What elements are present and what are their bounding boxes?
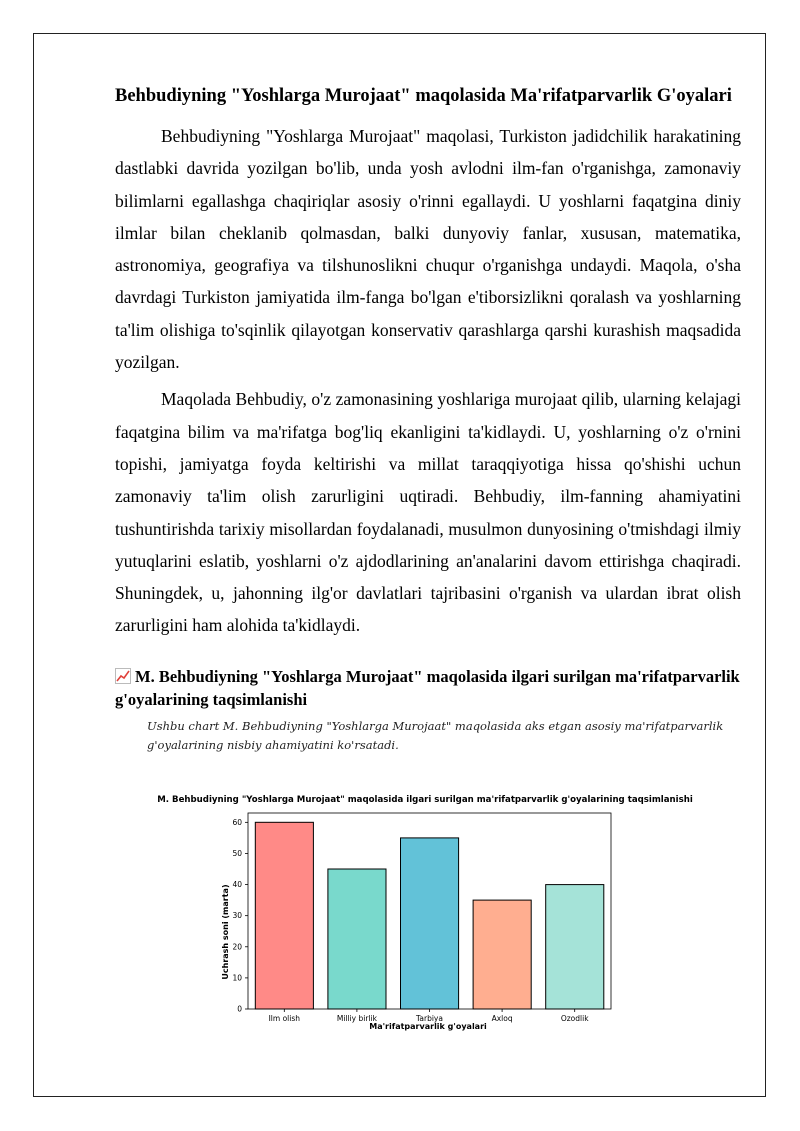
x-tick-label-0: Ilm olish xyxy=(268,1014,301,1023)
bar-0 xyxy=(255,822,313,1009)
paragraph-2: Maqolada Behbudiy, o'z zamonasining yoshlariga murojaat qilib, ularning kelajagi faqatgina bilim va ma'rifatga bog'liq ekanligini ta'kidlaydi. U, yoshlarning o'z o'rnini topishi, jamiyatga foyda keltirishi va millat taraqqiyotiga hissa qo'shishi uchun zamonaviy ta'lim olish zarurligini uqtiradi. Behbudiy, ilm-fanning ahamiyatini tushuntirishda tarixiy misollardan foydalanadi, musulmon dunyosining o'tmishdagi ilmiy yutuqlarini eslatib, yoshlarni o'z ajdodlarining an'analarini davom ettirishga chaqiradi. Shuningdek, u, jahonning ilg'or davlatlari tajribasini o'rganish va ulardan ibrat olish zarurligini ham alohida ta'kidlaydi. xyxy=(115,389,741,636)
bar-1 xyxy=(328,869,386,1009)
chart-description: Ushbu chart M. Behbudiyning "Yoshlarga Murojaat" maqolasida aks etgan asosiy ma'rifatparvarlik g'oyalarining nisbiy ahamiyatini ko'rsatadi. xyxy=(147,718,724,752)
document-title: Behbudiyning "Yoshlarga Murojaat" maqolasida Ma'rifatparvarlik G'oyalari xyxy=(115,86,732,106)
x-axis-label: Ma'rifatparvarlik g'oyalari xyxy=(369,1022,487,1031)
x-tick-label-1: Milliy birlik xyxy=(336,1014,377,1023)
chart-heading-text: M. Behbudiyning "Yoshlarga Murojaat" maqolasida ilgari surilgan ma'rifatparvarlik g'oyalarining taqsimlanishi xyxy=(115,666,740,709)
bar-2 xyxy=(401,838,459,1009)
y-axis-label: Uchrash soni (marta) xyxy=(221,884,230,980)
x-tick-label-3: Axloq xyxy=(491,1014,513,1023)
paragraph-1: Behbudiyning "Yoshlarga Murojaat" maqolasi, Turkiston jadidchilik harakatining dastlabki davrida yozilgan bo'lib, unda yosh avlodni ilm-fan o'rganishga, zamonaviy bilimlarni egallashga chaqiriqlar asosiy o'rinni egallaydi. U yoshlarni faqatgina diniy ilmlar bilan cheklanib qolmasdan, balki dunyoviy fanlar, xususan, matematika, astronomiya, geografiya va tilshunoslikni chuqur o'rganishga undaydi. Maqola, o'sha davrdagi Turkiston jamiyatida ilm-fanga bo'lgan e'tiborsizlikni qoralash va yoshlarning ta'lim olishiga to'sqinlik qilayotgan konservativ qarashlarga qarshi kurashish maqsadida yozilgan. xyxy=(115,126,741,373)
y-tick-label-2: 20 xyxy=(232,942,242,952)
y-tick-label-5: 50 xyxy=(232,848,242,858)
chart-title: M. Behbudiyning "Yoshlarga Murojaat" maqolasida ilgari surilgan ma'rifatparvarlik g'oyalarining taqsimlanishi xyxy=(157,795,693,805)
bar-3 xyxy=(473,900,531,1009)
bar-4 xyxy=(546,885,604,1009)
y-tick-label-0: 0 xyxy=(237,1004,242,1014)
x-tick-label-2: Tarbiya xyxy=(416,1014,443,1023)
y-tick-label-3: 30 xyxy=(232,911,242,921)
x-tick-label-4: Ozodlik xyxy=(560,1014,589,1023)
bar-chart xyxy=(150,786,710,1044)
y-tick-label-6: 60 xyxy=(232,817,242,827)
chart-heading xyxy=(115,665,741,711)
chart-increasing-icon xyxy=(115,667,131,683)
y-tick-label-4: 40 xyxy=(232,880,242,890)
bar-chart-svg xyxy=(150,786,710,1044)
document-body xyxy=(115,84,741,755)
y-tick-label-1: 10 xyxy=(232,973,242,983)
